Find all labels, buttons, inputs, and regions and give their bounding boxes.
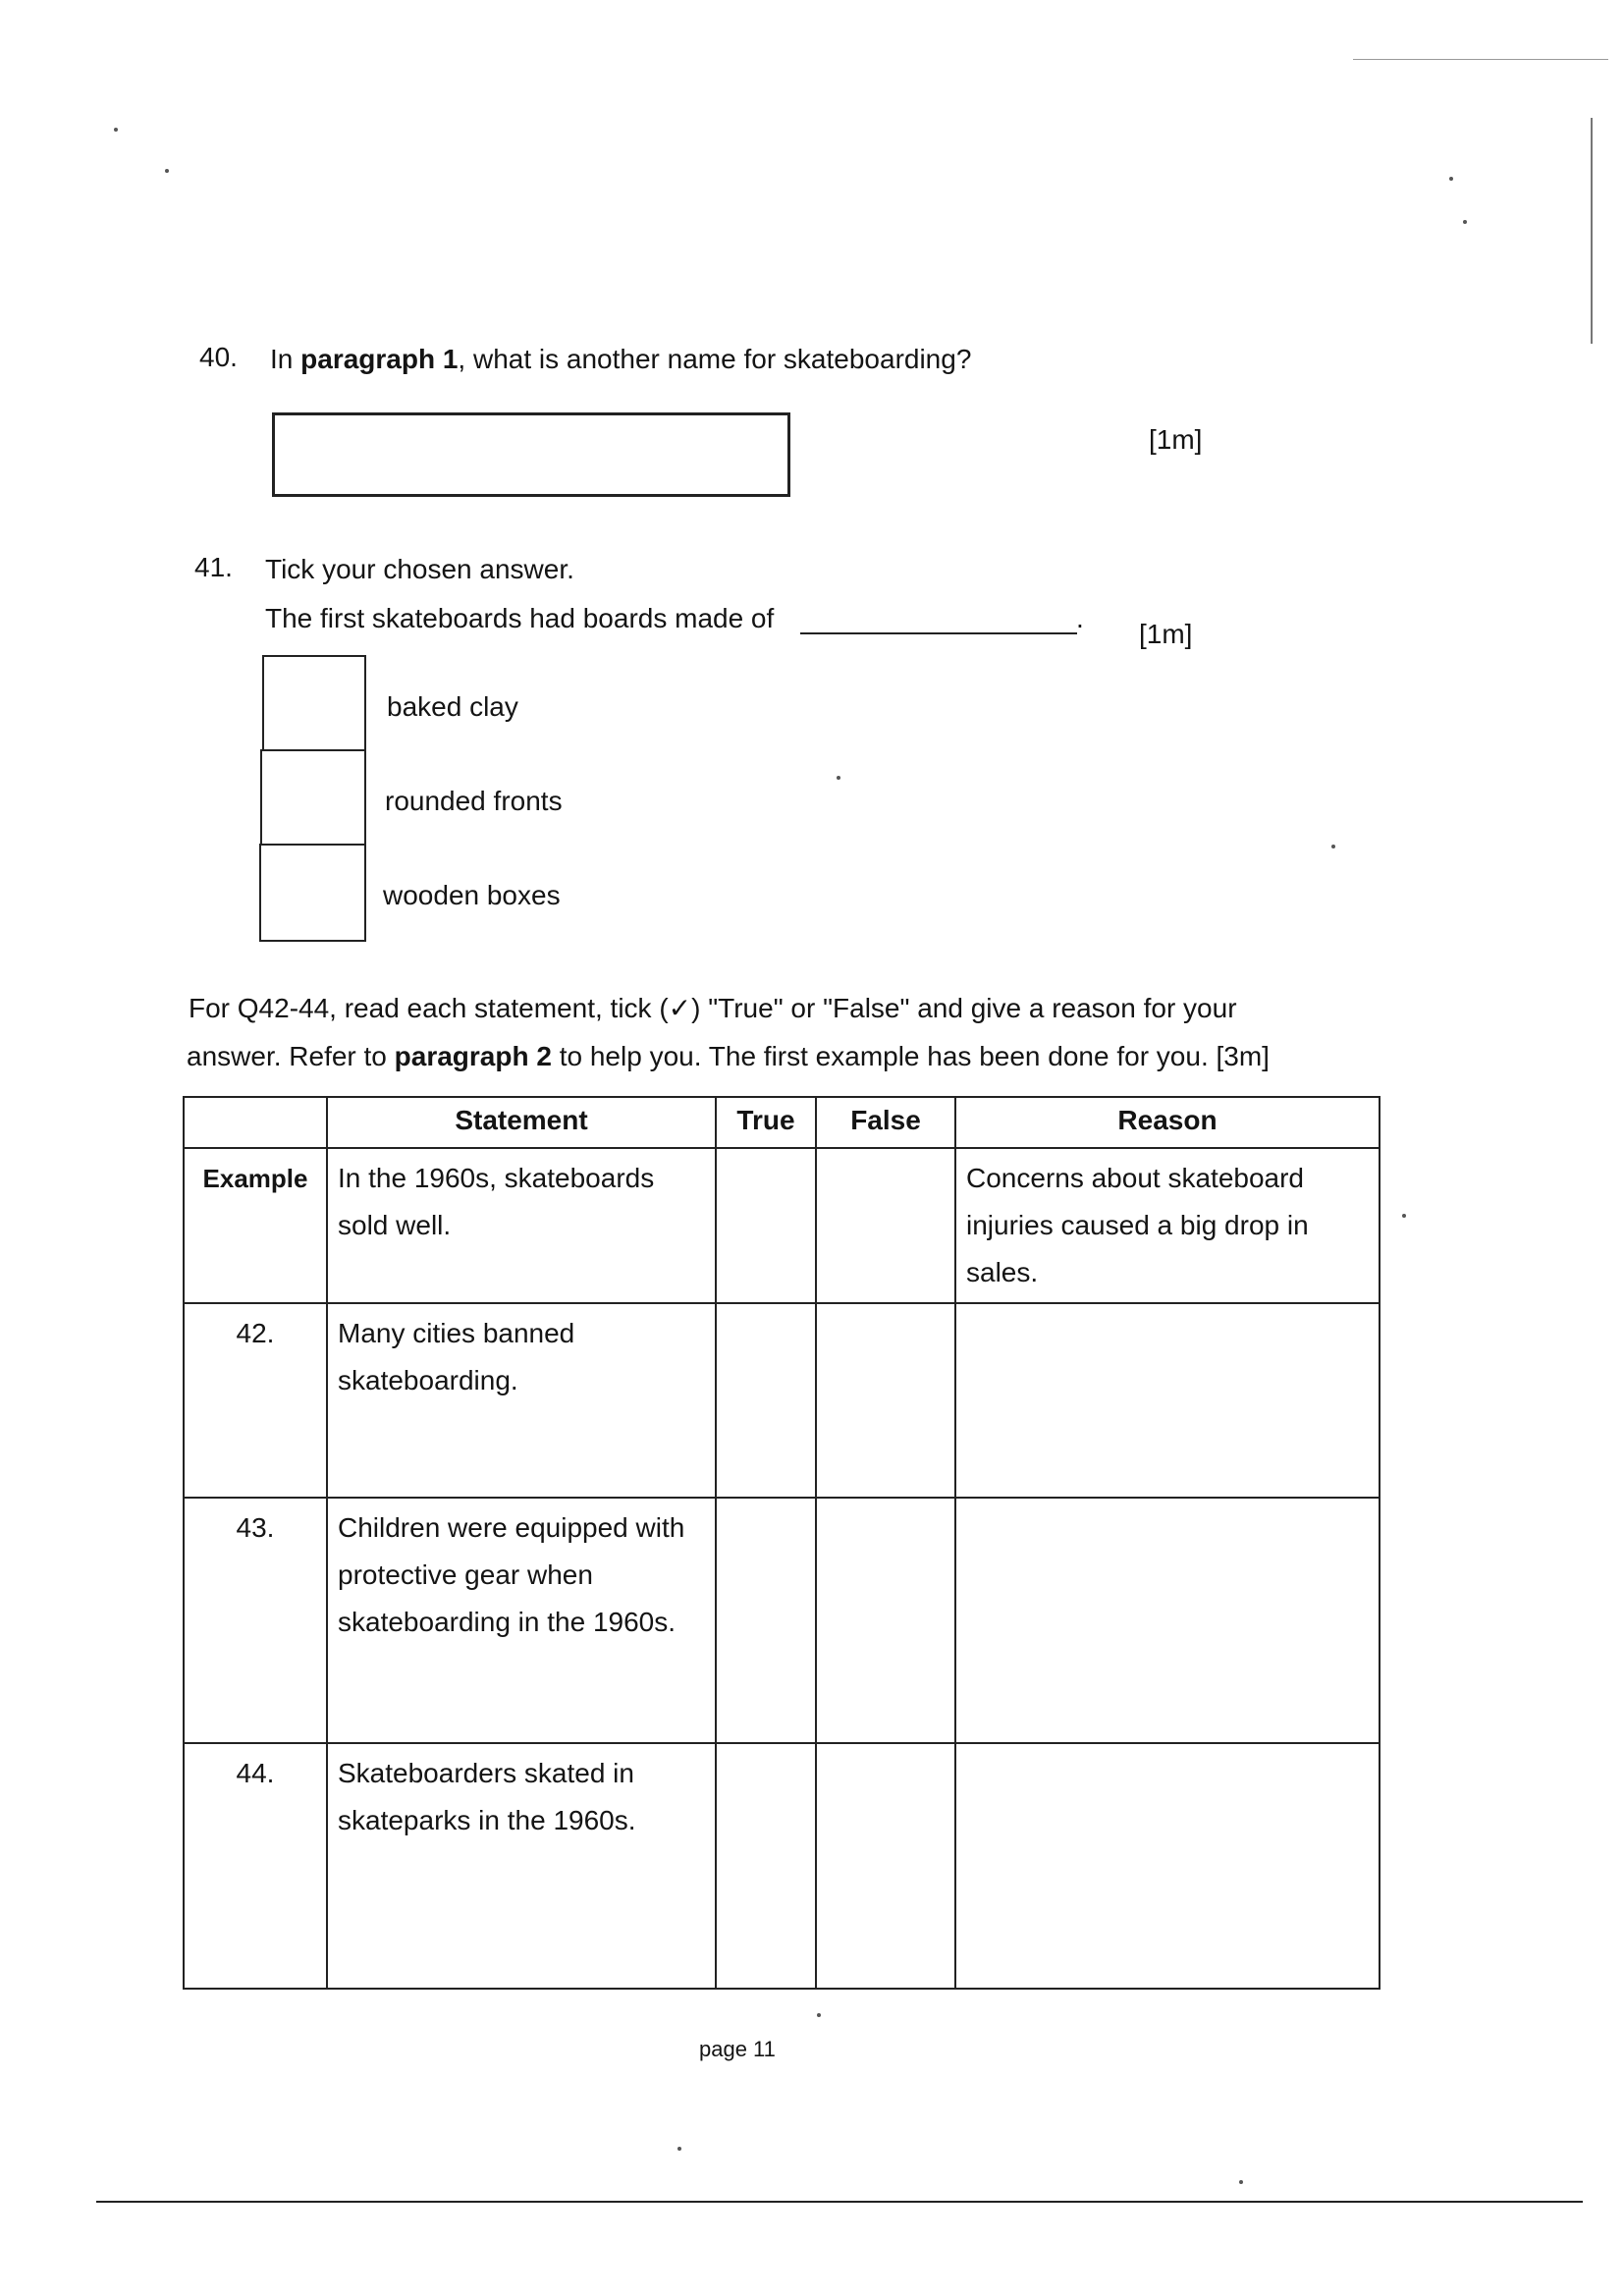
q40-question (270, 344, 971, 375)
instructions-text-before: answer. Refer to (187, 1041, 395, 1071)
true-cell-42[interactable] (716, 1303, 816, 1498)
reason-cell-44[interactable] (955, 1743, 1380, 1989)
q41-marks: [1m] (1139, 619, 1193, 649)
scan-speck (114, 128, 118, 132)
true-cell-example (716, 1148, 816, 1303)
q41-option-3-checkbox[interactable] (259, 844, 366, 942)
header-blank (184, 1097, 327, 1148)
scan-speck (1331, 845, 1335, 848)
q40-answer-box[interactable] (272, 412, 790, 497)
statement-example: In the 1960s, skateboards sold well. (327, 1148, 716, 1303)
table-instructions-line-2 (187, 1041, 1270, 1072)
bottom-rule (96, 2201, 1583, 2203)
statement-42: Many cities banned skateboarding. (327, 1303, 716, 1498)
row-label-example: Example (184, 1148, 327, 1303)
header-statement: Statement (327, 1097, 716, 1148)
q41-option-2-label: rounded fronts (385, 786, 563, 816)
header-false: False (816, 1097, 955, 1148)
reason-example: Concerns about skateboard injuries caused a big drop in sales. (955, 1148, 1380, 1303)
right-edge-mark (1591, 118, 1593, 344)
scan-speck (1402, 1214, 1406, 1218)
reason-cell-43[interactable] (955, 1498, 1380, 1743)
q40-marks: [1m] (1149, 424, 1203, 455)
header-reason: Reason (955, 1097, 1380, 1148)
table-row-42 (184, 1303, 1380, 1498)
scan-speck (165, 169, 169, 173)
reason-cell-42[interactable] (955, 1303, 1380, 1498)
q41-instruction: Tick your chosen answer. (265, 554, 574, 584)
scan-speck (837, 776, 840, 780)
false-cell-example (816, 1148, 955, 1303)
true-cell-44[interactable] (716, 1743, 816, 1989)
false-cell-43[interactable] (816, 1498, 955, 1743)
q41-stem: The first skateboards had boards made of (265, 603, 775, 633)
instructions-text-after: to help you. The first example has been done for you. [3m] (551, 1041, 1270, 1071)
scan-speck (817, 2013, 821, 2017)
scan-speck (1239, 2180, 1243, 2184)
q41-stem-end: . (1076, 603, 1084, 633)
true-cell-43[interactable] (716, 1498, 816, 1743)
q40-text-bold: paragraph 1 (300, 344, 459, 374)
q41-option-1-label: baked clay (387, 691, 518, 722)
q40-text-after: , what is another name for skateboarding? (458, 344, 972, 374)
page-number: page 11 (699, 2037, 776, 2061)
q41-option-1-checkbox[interactable] (262, 655, 366, 753)
header-true: True (716, 1097, 816, 1148)
q41-answer-blank (800, 632, 1077, 634)
statement-44: Skateboarders skated in skateparks in the 1960s. (327, 1743, 716, 1989)
scan-speck (1463, 220, 1467, 224)
q40-text-before: In (270, 344, 301, 374)
table-instructions-line-1: For Q42-44, read each statement, tick (✓) "True" or "False" and give a reason for your (189, 993, 1237, 1023)
instructions-text-bold: paragraph 2 (394, 1041, 552, 1071)
top-edge-mark (1353, 59, 1608, 60)
q41-option-2-checkbox[interactable] (260, 749, 366, 847)
table-row-43 (184, 1498, 1380, 1743)
row-label-43: 43. (184, 1498, 327, 1743)
false-cell-42[interactable] (816, 1303, 955, 1498)
q41-option-3-label: wooden boxes (383, 880, 561, 910)
statement-43: Children were equipped with protective gear when skateboarding in the 1960s. (327, 1498, 716, 1743)
false-cell-44[interactable] (816, 1743, 955, 1989)
row-label-42: 42. (184, 1303, 327, 1498)
q41-number: 41. (194, 552, 233, 582)
true-false-table (183, 1096, 1380, 1990)
table-row-example (184, 1148, 1380, 1303)
table-header-row (184, 1097, 1380, 1148)
scan-speck (1449, 177, 1453, 181)
table-row-44 (184, 1743, 1380, 1989)
q40-number: 40. (199, 342, 238, 372)
scan-speck (677, 2147, 681, 2151)
row-label-44: 44. (184, 1743, 327, 1989)
